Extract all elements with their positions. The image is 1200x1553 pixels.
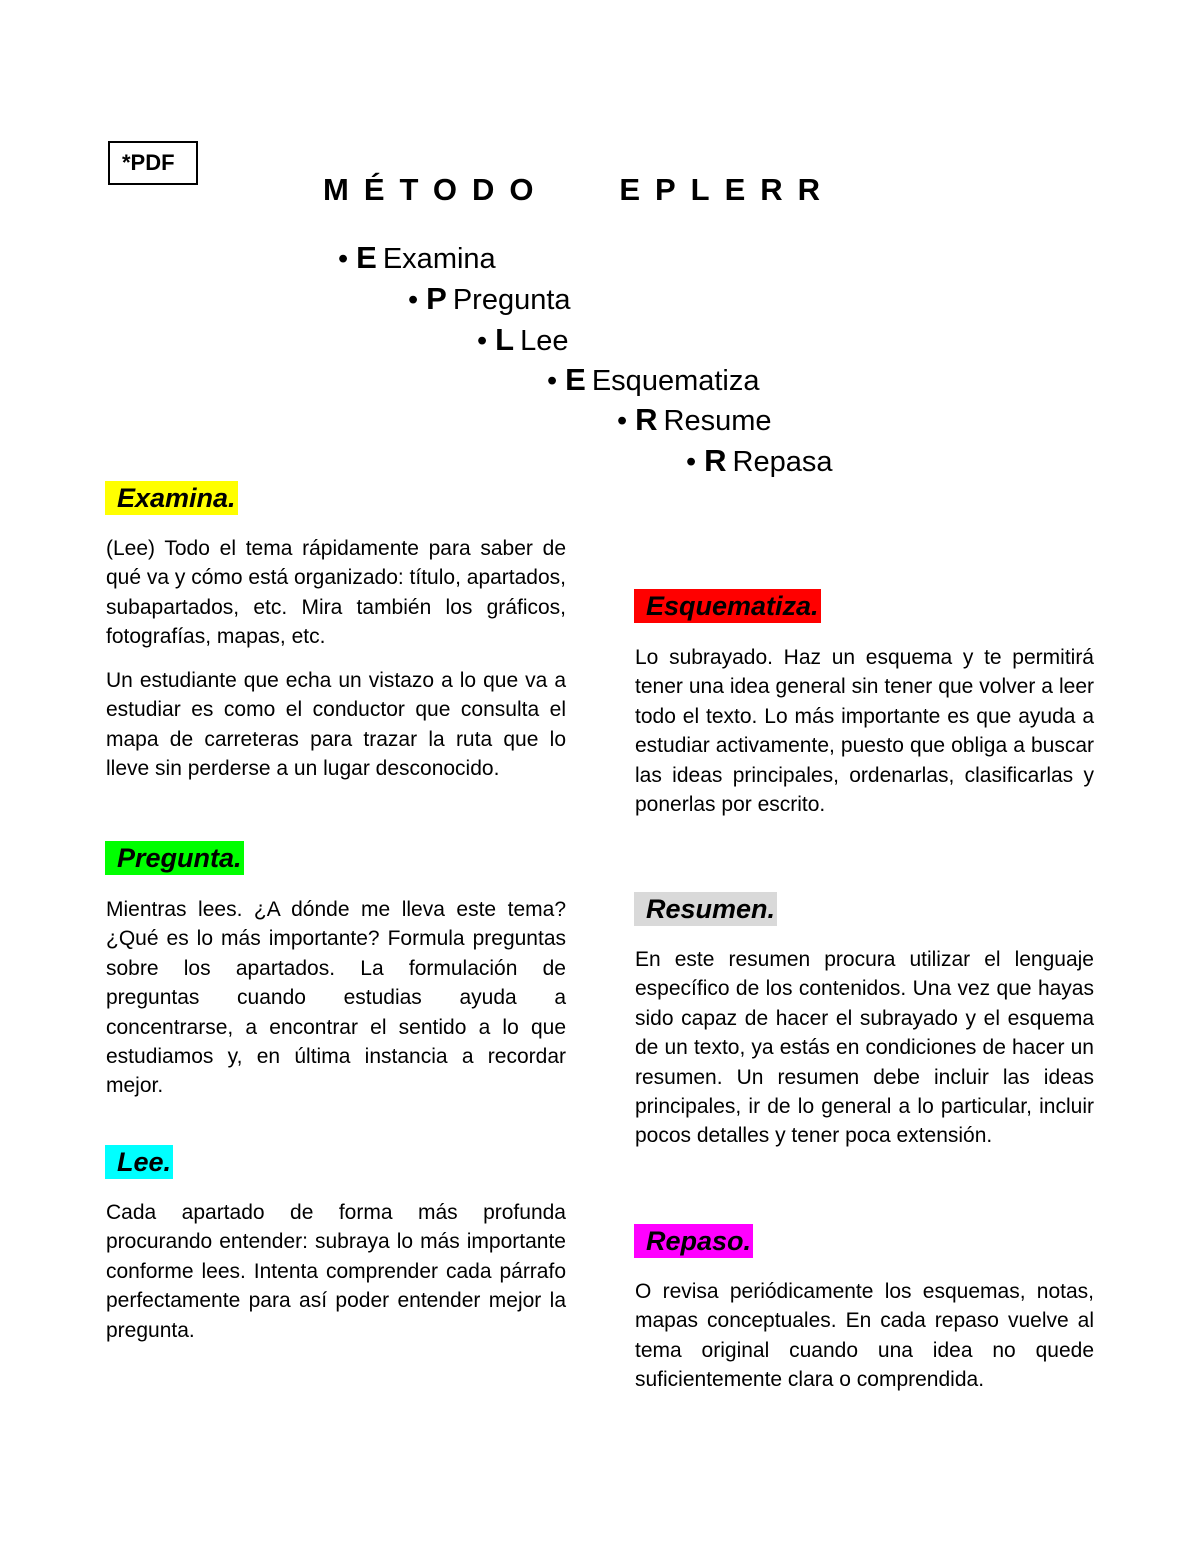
- paragraph-pregunta: Mientras lees. ¿A dónde me lleva este tema? ¿Qué es lo más importante? Formula preguntas sobre los apartados. La formulación de preguntas cuando estudias ayuda a concentrarse, a encontrar el sentido a lo que estudiamos y, en última instancia a recordar mejor.: [106, 898, 566, 1098]
- bullet: •: [408, 284, 419, 316]
- step-resume: [617, 402, 772, 438]
- step-word: Esquematiza: [591, 365, 760, 397]
- step-letter: L: [495, 322, 515, 357]
- step-word: Lee: [520, 325, 569, 357]
- paragraph-esquematiza: Lo subrayado. Haz un esquema y te permitirá tener una idea general sin tener que volver a leer todo el texto. Lo más importante es que ayuda a estudiar activamente, puesto que obliga a buscar las ideas principales, ordenarlas, clasificarlas y ponerlas por escrito.: [635, 646, 1094, 817]
- step-lee: [477, 322, 568, 358]
- steps-list: [0, 0, 1200, 500]
- heading-esquematiza: Esquematiza.: [634, 589, 821, 623]
- bullet: •: [338, 243, 349, 275]
- step-word: Resume: [663, 405, 772, 437]
- heading-pregunta: Pregunta.: [105, 841, 244, 875]
- page-title: MÉTODO EPLERR: [323, 172, 836, 207]
- heading-repaso: Repaso.: [634, 1224, 753, 1258]
- step-repasa: [686, 443, 833, 479]
- pdf-badge: *PDF: [108, 141, 198, 185]
- paragraph-examina-1: (Lee) Todo el tema rápidamente para saber de qué va y cómo está organizado: título, apartados, subapartados, etc. Mira también los gráficos, fotografías, mapas, etc.: [106, 537, 566, 649]
- step-letter: E: [565, 362, 586, 397]
- step-esquematiza: [547, 362, 760, 398]
- step-letter: P: [426, 281, 447, 316]
- step-word: Examina: [382, 243, 496, 275]
- step-word: Repasa: [732, 446, 833, 478]
- heading-lee: Lee.: [105, 1145, 173, 1179]
- bullet: •: [547, 365, 558, 397]
- heading-resumen: Resumen.: [634, 892, 777, 926]
- paragraph-resumen: En este resumen procura utilizar el lenguaje específico de los contenidos. Una vez que hayas sido capaz de hacer el subrayado y el esquema de un texto, ya estás en condiciones de hacer un resumen. Un resumen debe incluir las ideas principales, ir de lo general a lo particular, incluir pocos detalles y tener poca extensión.: [635, 948, 1094, 1148]
- step-letter: R: [635, 402, 658, 437]
- heading-examina: Examina.: [105, 481, 238, 515]
- bullet: •: [477, 325, 488, 357]
- step-pregunta: [408, 281, 571, 317]
- paragraph-lee: Cada apartado de forma más profunda procurando entender: subraya lo más importante conforme lees. Intenta comprender cada párrafo perfectamente para así poder entender mejor la pregunta.: [106, 1201, 566, 1342]
- step-examina: [338, 240, 496, 276]
- paragraph-examina-2: Un estudiante que echa un vistazo a lo que va a estudiar es como el conductor que consulta el mapa de carreteras para trazar la ruta que lo lleve sin perderse a un lugar desconocido.: [106, 669, 566, 781]
- paragraph-repaso: O revisa periódicamente los esquemas, notas, mapas conceptuales. En cada repaso vuelve al tema original cuando una idea no quede suficientemente clara o comprendida.: [635, 1280, 1094, 1392]
- step-letter: E: [356, 240, 377, 275]
- step-letter: R: [704, 443, 727, 478]
- bullet: •: [686, 446, 697, 478]
- step-word: Pregunta: [452, 284, 571, 316]
- bullet: •: [617, 405, 628, 437]
